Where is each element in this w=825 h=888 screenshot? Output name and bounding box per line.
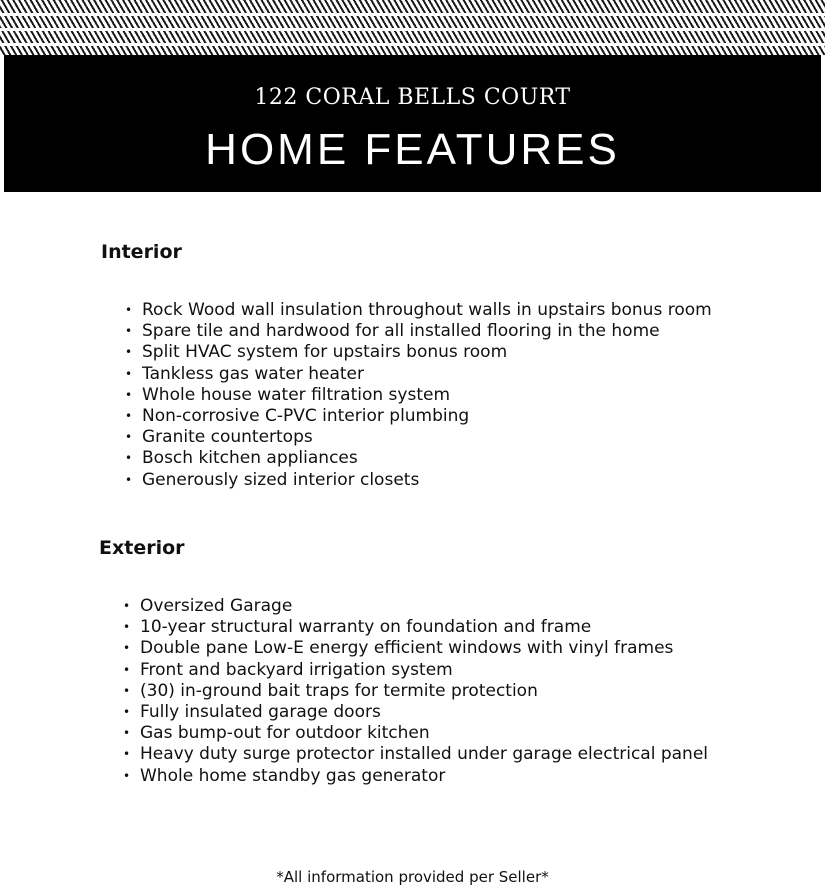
page-title: HOME FEATURES xyxy=(205,125,620,174)
header-banner xyxy=(4,55,821,192)
list-item: • Tankless gas water heater xyxy=(122,364,712,385)
list-item: • Whole house water filtration system xyxy=(122,385,712,406)
list-item: • Whole home standby gas generator xyxy=(120,766,708,787)
list-item: • Rock Wood wall insulation throughout walls in upstairs bonus room xyxy=(122,300,712,321)
seller-disclaimer: *All information provided per Seller* xyxy=(276,868,549,886)
list-item: • Spare tile and hardwood for all installed flooring in the home xyxy=(122,321,712,342)
list-item: • Granite countertops xyxy=(122,427,712,448)
list-item: • Non-corrosive C-PVC interior plumbing xyxy=(122,406,712,427)
interior-heading: Interior xyxy=(101,241,182,263)
list-item: • (30) in-ground bait traps for termite protection xyxy=(120,681,708,702)
property-address: 122 CORAL BELLS COURT xyxy=(254,85,571,110)
list-item: • Heavy duty surge protector installed under garage electrical panel xyxy=(120,744,708,765)
hatch-divider xyxy=(0,43,825,46)
list-item: • Bosch kitchen appliances xyxy=(122,448,712,469)
list-item: • Gas bump-out for outdoor kitchen xyxy=(120,723,708,744)
list-item: • 10-year structural warranty on foundation and frame xyxy=(120,617,708,638)
interior-feature-list xyxy=(122,300,712,491)
exterior-feature-list xyxy=(120,596,708,787)
list-item: • Fully insulated garage doors xyxy=(120,702,708,723)
list-item: • Split HVAC system for upstairs bonus room xyxy=(122,342,712,363)
list-item: • Oversized Garage xyxy=(120,596,708,617)
hatch-divider xyxy=(0,28,825,31)
list-item: • Front and backyard irrigation system xyxy=(120,660,708,681)
list-item: • Generously sized interior closets xyxy=(122,470,712,491)
hatch-divider xyxy=(0,13,825,16)
exterior-heading: Exterior xyxy=(99,537,185,559)
list-item: • Double pane Low-E energy efficient windows with vinyl frames xyxy=(120,638,708,659)
